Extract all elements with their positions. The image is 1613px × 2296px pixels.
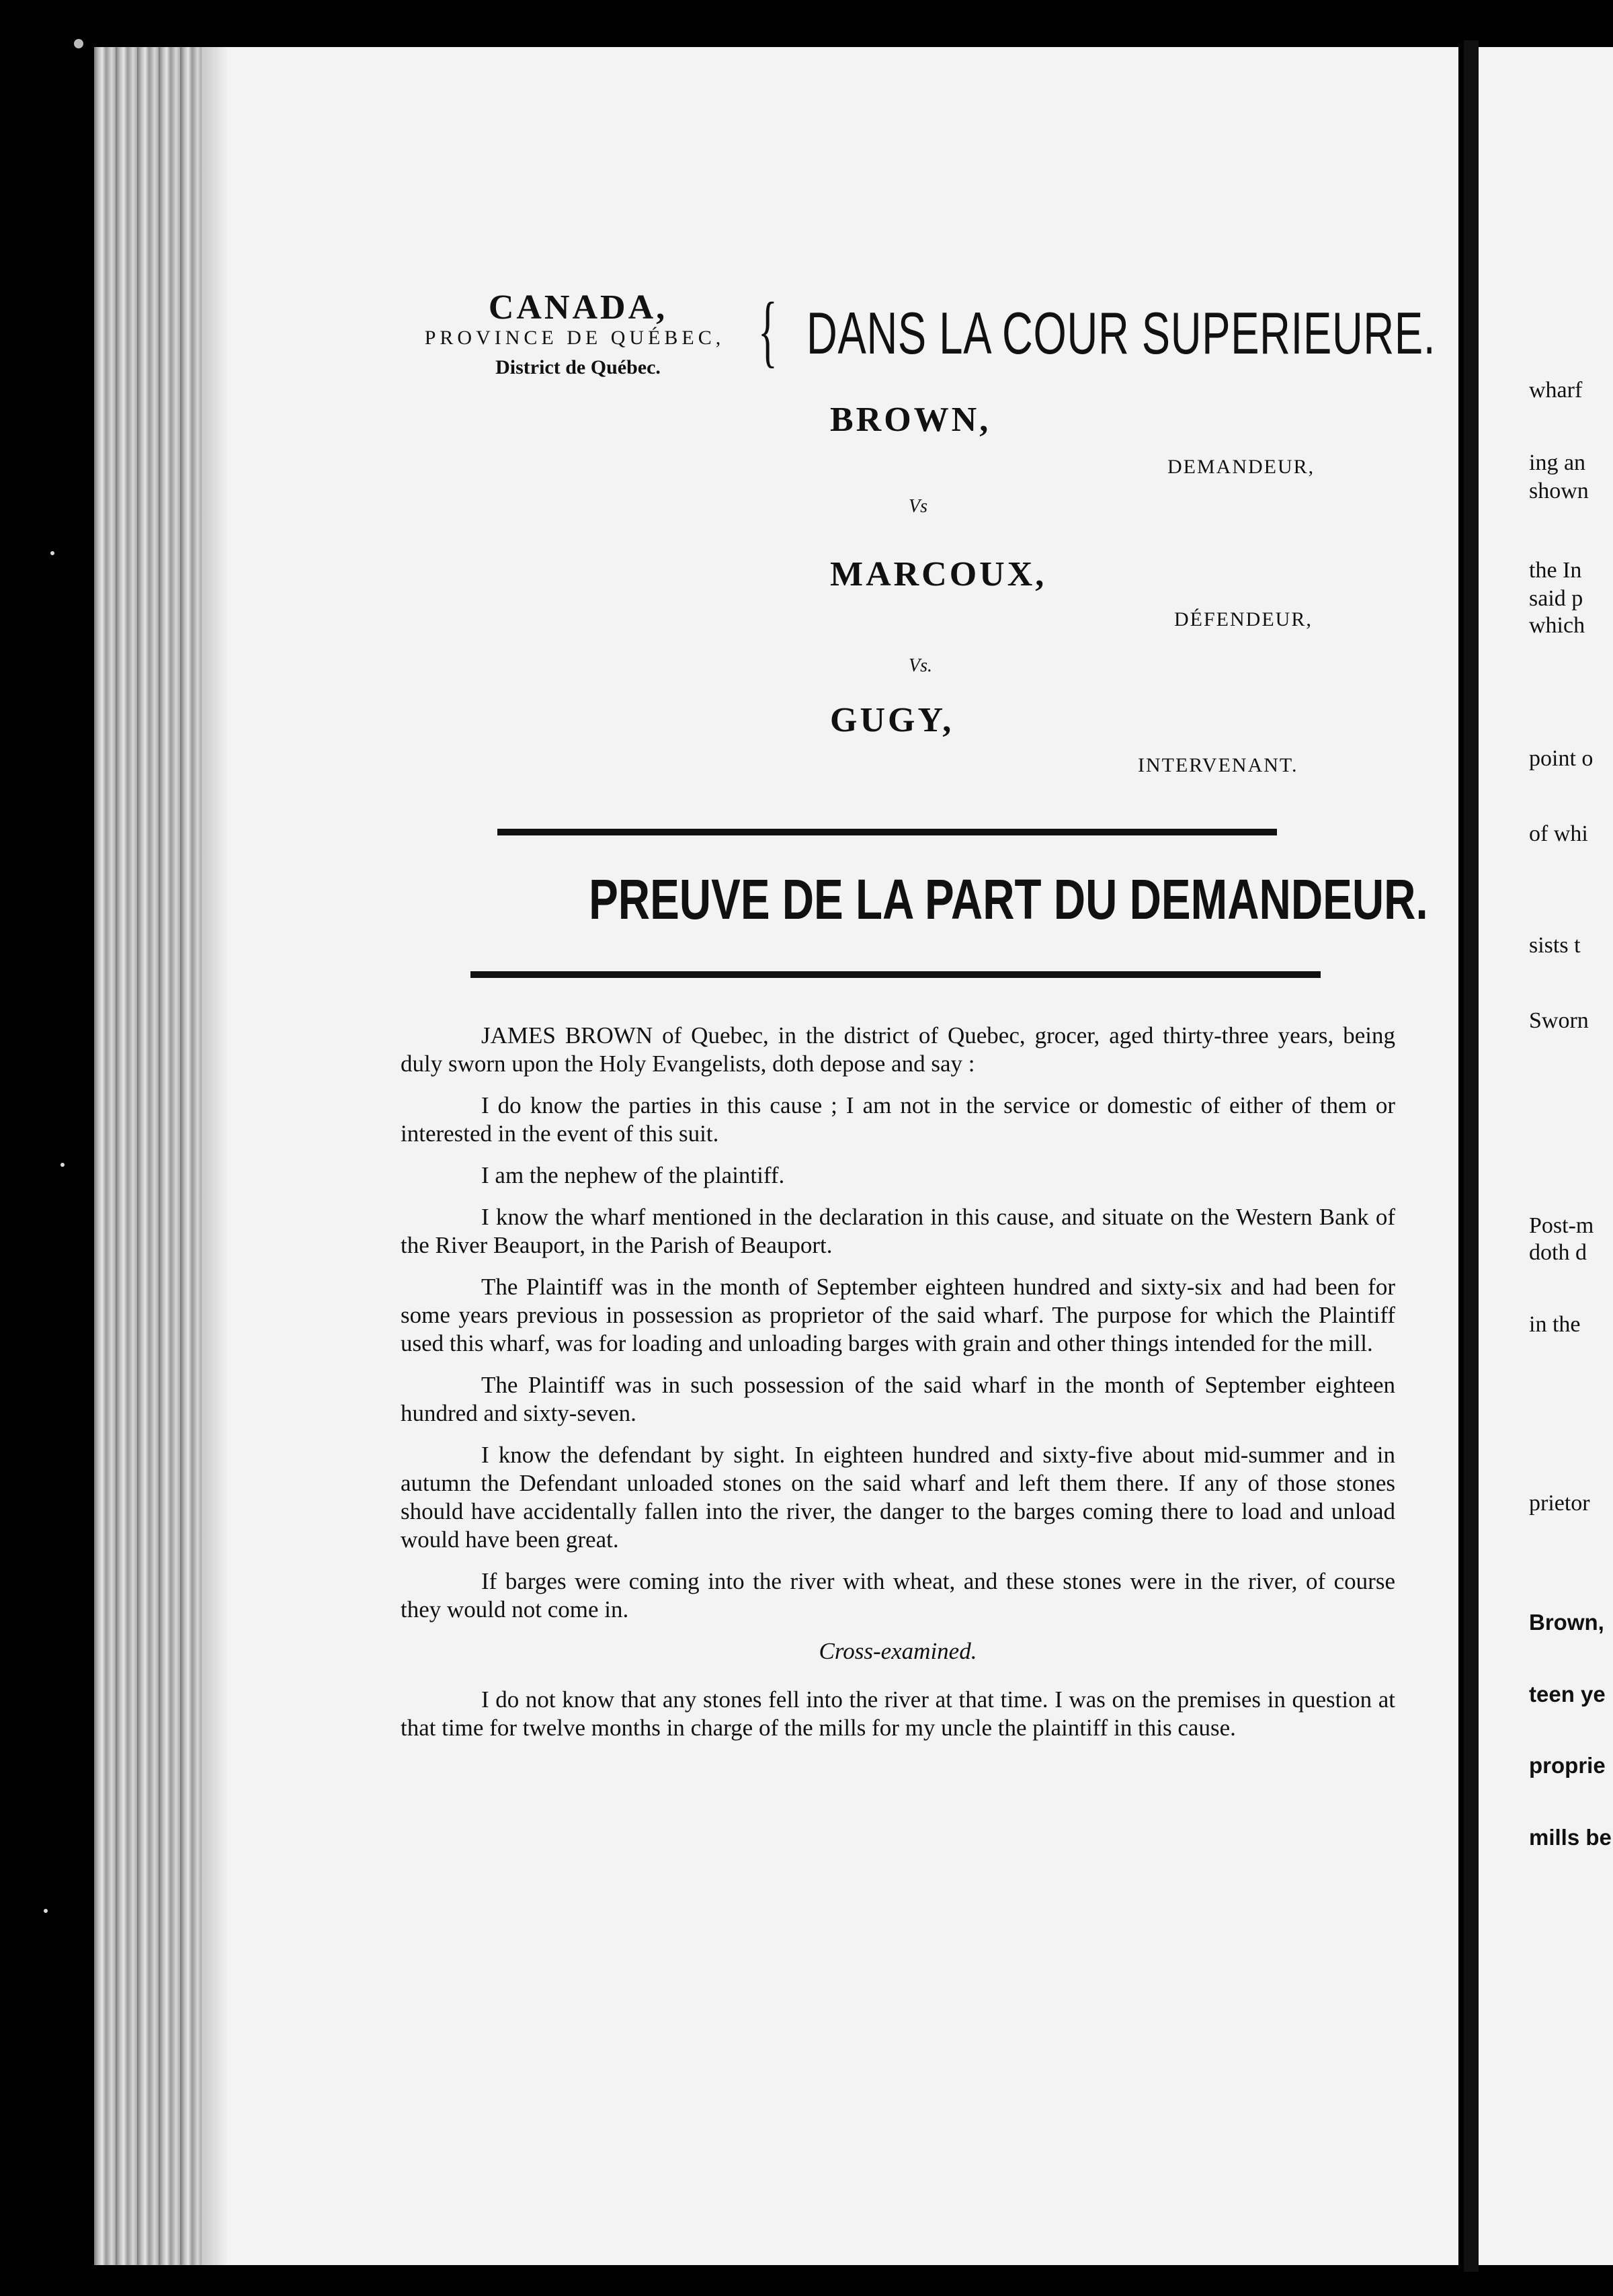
paragraph: I know the wharf mentioned in the declaration in this cause, and situate on the Western Bank of the River Beauport, in the Parish of Beauport.	[401, 1204, 1395, 1258]
right-page-fragment: point o	[1529, 746, 1594, 771]
versus-label: Vs	[909, 496, 927, 517]
deposition-text	[401, 1022, 1395, 1756]
right-page-fragment: the In	[1529, 558, 1582, 583]
right-page-fragment: doth d	[1529, 1240, 1587, 1265]
right-page-fragment: Post-m	[1529, 1213, 1594, 1238]
right-page-fragment: teen ye	[1529, 1682, 1606, 1707]
paragraph: I know the defendant by sight. In eighteen hundred and sixty-five about mid-summer and in autumn the Defendant unloaded stones on the said wharf and left them there. If any of those stones should have accidentally fallen into the river, the danger to the barges coming there to load and unload would have been great.	[401, 1442, 1395, 1553]
right-page-fragment: said p	[1529, 586, 1583, 611]
cross-examined-heading: Cross-examined.	[819, 1638, 977, 1664]
section-title: PREUVE DE LA PART DU DEMANDEUR.	[589, 868, 1428, 931]
scan-speck	[44, 1909, 48, 1913]
right-page-fragment: ing an	[1529, 450, 1586, 475]
scan-speck	[60, 1163, 65, 1167]
divider	[497, 829, 1277, 835]
paragraph: I do not know that any stones fell into the river at that time. I was on the premises in question at that time for twelve months in charge of the mills for my uncle the plaintiff in this cause.	[401, 1686, 1395, 1741]
right-page-fragment: wharf	[1529, 378, 1583, 403]
right-page-fragment: prietor	[1529, 1491, 1590, 1516]
right-page-fragment: proprie	[1529, 1753, 1606, 1778]
right-page-fragment: sists t	[1529, 933, 1581, 958]
paragraph: I do know the parties in this cause ; I am not in the service or domestic of either of them or interested in the event of this suit.	[401, 1092, 1395, 1147]
right-page-fragment: of whi	[1529, 821, 1588, 846]
jurisdiction-country: CANADA,	[488, 288, 668, 327]
divider	[470, 971, 1321, 978]
page-binding-edge	[94, 47, 202, 2265]
paragraph: I am the nephew of the plaintiff.	[481, 1162, 785, 1188]
right-page-fragment: which	[1529, 613, 1585, 638]
court-title: DANS LA COUR SUPERIEURE.	[806, 300, 1436, 366]
defendant-name: MARCOUX,	[830, 555, 1047, 593]
scan-speck	[50, 551, 54, 555]
right-page-fragment: Brown,	[1529, 1610, 1604, 1635]
page-gutter	[1464, 40, 1479, 2272]
right-page-fragment: shown	[1529, 479, 1589, 503]
jurisdiction-district: District de Québec.	[495, 356, 661, 378]
scan-speck	[74, 39, 83, 48]
right-page-fragment: in the	[1529, 1312, 1581, 1337]
right-page-fragment: Sworn	[1529, 1008, 1589, 1033]
defendant-role: DÉFENDEUR,	[1174, 608, 1313, 630]
plaintiff-name: BROWN,	[830, 401, 991, 439]
brace-icon: {	[758, 286, 778, 375]
paragraph: The Plaintiff was in such possession of the said wharf in the month of September eighteen hundred and sixty-seven.	[401, 1372, 1395, 1426]
paragraph: The Plaintiff was in the month of September eighteen hundred and sixty-six and had been for some years previous in possession as proprietor of the said wharf. The purpose for which the Plaintiff used this wharf, was for loading and unloading barges with grain and other things intended for the mill.	[401, 1274, 1395, 1356]
versus-label: Vs.	[909, 655, 932, 676]
intervenant-name: GUGY,	[830, 701, 954, 739]
paragraph: JAMES BROWN of Quebec, in the district of Quebec, grocer, aged thirty-three years, being duly sworn upon the Holy Evangelists, doth depose and say :	[401, 1022, 1395, 1077]
jurisdiction-province: PROVINCE DE QUÉBEC,	[424, 327, 725, 349]
paragraph: If barges were coming into the river with wheat, and these stones were in the river, of course they would not come in.	[401, 1568, 1395, 1623]
intervenant-role: INTERVENANT.	[1138, 754, 1298, 776]
plaintiff-role: DEMANDEUR,	[1167, 456, 1315, 478]
right-page-fragment: mills be	[1529, 1825, 1612, 1850]
